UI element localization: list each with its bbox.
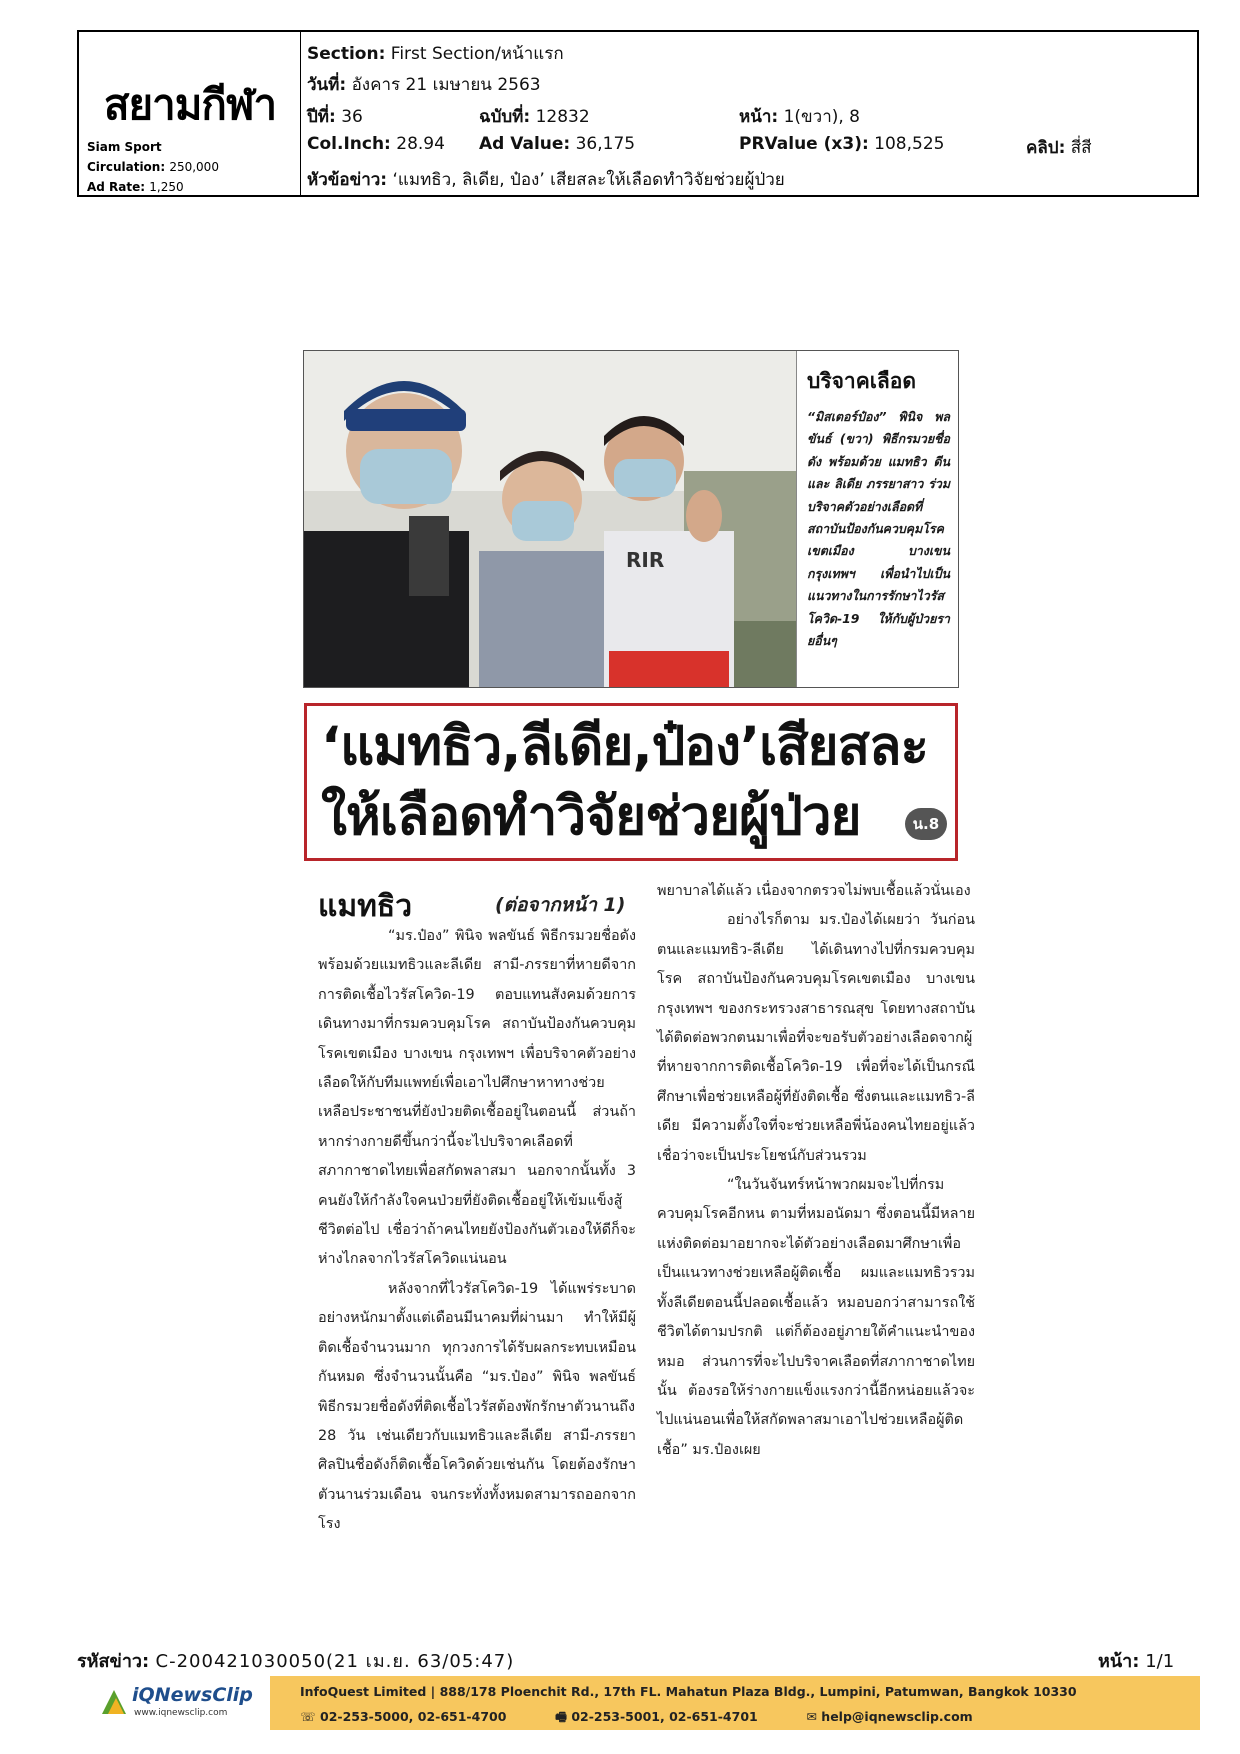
headline-info: หัวข้อข่าว: ‘แมทธิว, ลิเดีย, ป๋อง’ เสียสละให้เลือดทำวิจัยช่วยผู้ป่วย bbox=[307, 170, 785, 190]
email-address[interactable]: help@iqnewsclip.com bbox=[821, 1709, 973, 1724]
article-column-right bbox=[657, 877, 975, 1465]
section-info: Section: First Section/หน้าแรก bbox=[307, 44, 564, 64]
issue-info: ฉบับที่: 12832 bbox=[479, 107, 590, 127]
masthead: สยามกีฬา bbox=[103, 80, 277, 129]
photo-caption bbox=[796, 351, 959, 688]
paragraph: “ในวันจันทร์หน้าพวกผมจะไปที่กรมควบคุมโรคอีกหน ตามที่หมอนัดมา ซึ่งตอนนี้มีหลายแห่งติดต่อมาอยากจะได้ตัวอย่างเลือดมาศึกษาเพื่อเป็นแนวทางช่วยเหลือผู้ติดเชื้อ ผมและแมทธิวรวมทั้งลีเดียตอนนี้ปลอดเชื้อแล้ว หมอบอกว่าสามารถใช้ชีวิตได้ตามปรกติ แต่ก็ต้องอยู่ภายใต้คำแนะนำของหมอ ส่วนการที่จะไปบริจาคเลือดที่สภากาชาดไทยนั้น ต้องรอให้ร่างกายแข็งแรงกว่านี้อีกหน่อยแล้วจะไปแน่นอนเพื่อให้สกัดพลาสมาเอาไปช่วยเหลือผู้ติดเชื้อ” มร.ป๋องเผย bbox=[657, 1177, 975, 1458]
phone-icon: ☏ bbox=[300, 1709, 316, 1724]
headline-box bbox=[304, 703, 958, 861]
email-icon: ✉ bbox=[806, 1709, 817, 1724]
publication-panel bbox=[79, 32, 301, 195]
clip-info: คลิป: สี่สี bbox=[1026, 138, 1092, 158]
paragraph: “มร.ป๋อง” พินิจ พลขันธ์ พิธีกรมวยชื่อดังพร้อมด้วยแมทธิวและลีเดีย สามี-ภรรยาที่หายดีจากการติดเชื้อไวรัสโควิด-19 ตอบแทนสังคมด้วยการเดินทางมาที่กรมควบคุมโรค สถาบันป้องกันควบคุมโรคเขตเมือง บางเขน กรุงเทพฯ เพื่อบริจาคตัวอย่างเลือดให้กับทีมแพทย์เพื่อเอาไปศึกษาหาทางช่วยเหลือประชาชนที่ยังป่วยติดเชื้ออยู่ในตอนนี้ ส่วนถ้าหากร่างกายดีขึ้นกว่านี้จะไปบริจาคเลือดที่สภากาชาดไทยเพื่อสกัดพลาสมา นอกจากนั้นทั้ง 3 คนยังให้กำลังใจคนป่วยที่ยังติดเชื้ออยู่ให้เข้มแข็งสู้ชีวิตต่อไป เชื่อว่าถ้าคนไทยยังป้องกันตัวเองให้ดีก็จะห่างไกลจากไวรัสโควิดแน่นอน bbox=[318, 928, 636, 1268]
company-address: InfoQuest Limited | 888/178 Ploenchit Rd., 17th FL. Mahatun Plaza Bldg., Lumpini, Patumwan, Bangkok 10330 bbox=[300, 1684, 1077, 1699]
headline-line-1: ‘แมทธิว,ลีเดีย,ป๋อง’เสียสละ bbox=[321, 716, 928, 777]
caption-body: “มิสเตอร์ป๋อง” พินิจ พลขันธ์ (ขวา) พิธีกรมวยชื่อดัง พร้อมด้วย แมทธิว ดีน และ ลิเดีย ภรรยาสาว ร่วมบริจาคตัวอย่างเลือดที่สถาบันป้องกันควบคุมโรคเขตเมือง บางเขน กรุงเทพฯ เพื่อนำไปเป็นแนวทางในการรักษาไวรัสโควิด-19 ให้กับผู้ป่วยรายอื่นๆ bbox=[807, 409, 950, 649]
colinch-info: Col.Inch: 28.94 bbox=[307, 134, 445, 154]
iqnewsclip-logo bbox=[98, 1684, 268, 1728]
article-photo bbox=[303, 350, 959, 688]
page-count: หน้า: 1/1 bbox=[1098, 1651, 1175, 1672]
date-info: วันที่: อังคาร 21 เมษายน 2563 bbox=[307, 75, 541, 95]
photo-scene bbox=[304, 351, 796, 688]
prvalue-info: PRValue (x3): 108,525 bbox=[739, 134, 945, 154]
contact-line bbox=[300, 1708, 973, 1729]
paragraph: หลังจากที่ไวรัสโควิด-19 ได้แพร่ระบาดอย่างหนักมาตั้งแต่เดือนมีนาคมที่ผ่านมา ทำให้มีผู้ติดเชื้อจำนวนมาก ทุกวงการได้รับผลกระทบเหมือนกันหมด ซึ่งจำนวนนั้นคือ “มร.ป๋อง” พินิจ พลขันธ์ พิธีกรมวยชื่อดังที่ติดเชื้อไวรัสต้องพักรักษาตัวนานถึง 28 วัน เช่นเดียวกับแมทธิวและลีเดีย สามี-ภรรยาศิลปินชื่อดังก็ติดเชื้อโควิดด้วยเช่นกัน โดยต้องรักษาตัวนานร่วมเดือน จนกระทั่งทั้งหมดสามารถออกจากโรง bbox=[318, 1280, 636, 1533]
shirt-text: RIR bbox=[626, 548, 665, 572]
advalue-info: Ad Value: 36,175 bbox=[479, 134, 636, 154]
article-kicker: แมทธิว bbox=[318, 889, 413, 924]
fax-numbers: 02-253-5001, 02-651-4701 bbox=[571, 1709, 758, 1724]
publication-name: Siam Sport bbox=[87, 140, 162, 154]
year-info: ปีที่: 36 bbox=[307, 107, 363, 127]
fax-icon: 🖷 bbox=[555, 1709, 567, 1724]
ad-rate: Ad Rate: 1,250 bbox=[87, 180, 184, 194]
logo-text: iQNewsClip bbox=[132, 1684, 253, 1706]
circulation: Circulation: 250,000 bbox=[87, 160, 219, 174]
headline-line-2: ให้เลือดทำวิจัยช่วยผู้ป่วย bbox=[321, 786, 861, 847]
news-code: รหัสข่าว: C-200421030050(21 เม.ย. 63/05:47) bbox=[77, 1651, 515, 1672]
footer-contact-bar bbox=[270, 1676, 1200, 1730]
page-reference-badge: น.8 bbox=[905, 808, 947, 840]
paragraph: พยาบาลได้แล้ว เนื่องจากตรวจไม่พบเชื้อแล้วนั่นเอง bbox=[657, 883, 971, 899]
page-info: หน้า: 1(ขวา), 8 bbox=[739, 107, 860, 127]
paragraph: อย่างไรก็ตาม มร.ป๋องได้เผยว่า วันก่อนตนและแมทธิว-ลีเดีย ได้เดินทางไปที่กรมควบคุมโรค สถาบันป้องกันควบคุมโรคเขตเมือง บางเขน กรุงเทพฯ ของกระทรวงสาธารณสุข โดยทางสถาบันได้ติดต่อพวกตนมาเพื่อที่จะขอรับตัวอย่างเลือดจากผู้ที่หายจากการติดเชื้อโควิด-19 เพื่อที่จะได้เป็นกรณีศึกษาเพื่อช่วยเหลือผู้ที่ยังติดเชื้อ ซึ่งตนและแมทธิว-ลีเดีย มีความตั้งใจที่จะช่วยเหลือพี่น้องคนไทยอยู่แล้ว เชื่อว่าจะเป็นประโยชน์กับส่วนรวม bbox=[657, 912, 975, 1164]
article-column-left bbox=[318, 922, 636, 1540]
caption-title: บริจาคเลือด bbox=[807, 369, 917, 393]
continued-note: (ต่อจากหน้า 1) bbox=[495, 894, 626, 916]
phone-numbers: 02-253-5000, 02-651-4700 bbox=[320, 1709, 507, 1724]
logo-icon bbox=[98, 1686, 130, 1718]
clipping-header bbox=[77, 30, 1199, 197]
logo-url: www.iqnewsclip.com bbox=[134, 1708, 228, 1718]
